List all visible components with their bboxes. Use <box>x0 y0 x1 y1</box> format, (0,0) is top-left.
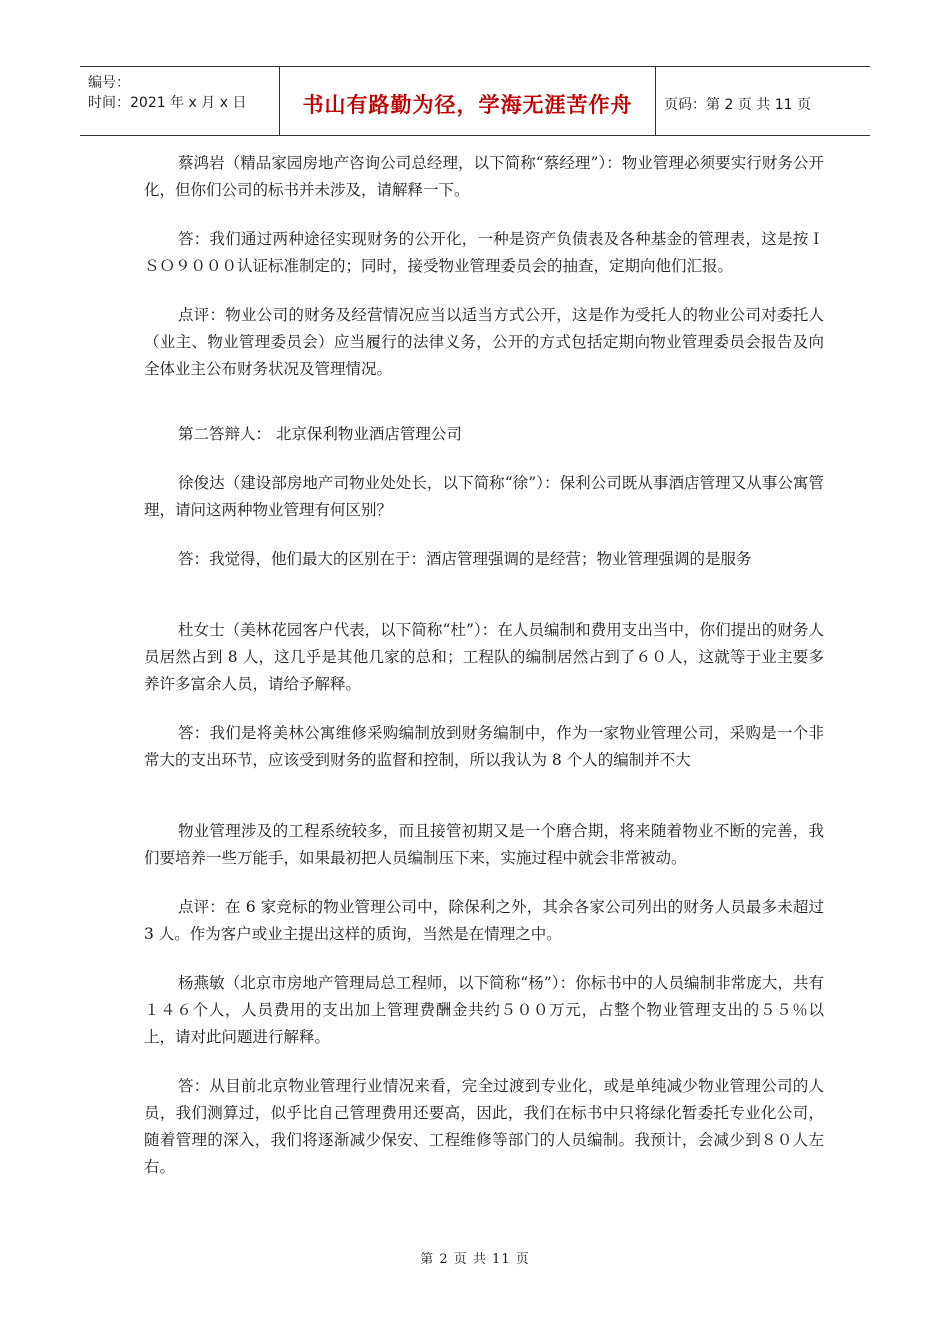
paragraph-answer-3: 答：我们是将美林公寓维修采购编制放到财务编制中，作为一家物业管理公司，采购是一个非常大的支出环节，应该受到财务的监督和控制，所以我认为 8 个人的编制并不大 <box>144 724 824 769</box>
paragraph-question-yang: 杨燕敏（北京市房地产管理局总工程师，以下简称“杨”）：你标书中的人员编制非常庞大，共有１４６个人，人员费用的支出加上管理费酬金共约５００万元，占整个物业管理支出的５５％以上，请对此问题进行解释。 <box>144 974 824 1046</box>
paragraph-question-xu: 徐俊达（建设部房地产司物业处处长，以下简称“徐”）：保利公司既从事酒店管理又从事公寓管理，请问这两种物业管理有何区别？ <box>144 474 824 519</box>
paragraph-answer-1: 答：我们通过两种途径实现财务的公开化，一种是资产负债表及各种基金的管理表，这是按ＩＳＯ９０００认证标准制定的；同时，接受物业管理委员会的抽查，定期向他们汇报。 <box>144 230 824 275</box>
time-label: 时间：2021 年 x 月 x 日 <box>88 95 247 111</box>
document-body <box>144 150 824 1203</box>
paragraph-comment-2: 点评：在 6 家竞标的物业管理公司中，除保利之外，其余各家公司列出的财务人员最多未超过 3 人。作为客户或业主提出这样的质询，当然是在情理之中。 <box>144 898 824 943</box>
paragraph-question-du: 杜女士（美林花园客户代表，以下简称“杜”）：在人员编制和费用支出当中，你们提出的财务人员居然占到 8 人，这几乎是其他几家的总和；工程队的编制居然占到了６０人，这就等于业主要多养许多富余人员，请给予解释。 <box>144 621 824 693</box>
paragraph-question-cai: 蔡鸿岩（精品家园房地产咨询公司总经理，以下简称“蔡经理”）：物业管理必须要实行财务公开化，但你们公司的标书并未涉及，请解释一下。 <box>144 154 824 199</box>
header-motto: 书山有路勤为径，学海无涯苦作舟 <box>280 67 656 135</box>
paragraph-answer-4: 答：从目前北京物业管理行业情况来看，完全过渡到专业化，或是单纯减少物业管理公司的人员，我们测算过，似乎比自己管理费用还要高，因此，我们在标书中只将绿化暂委托专业化公司，随着管理的深入，我们将逐渐减少保安、工程维修等部门的人员编制。我预计，会减少到８０人左右。 <box>144 1077 824 1176</box>
header-page-label: 页码：第 2 页 共 11 页 <box>664 97 811 113</box>
paragraph-answer-3-continued: 物业管理涉及的工程系统较多，而且接管初期又是一个磨合期，将来随着物业不断的完善，我们要培养一些万能手，如果最初把人员编制压下来，实施过程中就会非常被动。 <box>144 822 824 867</box>
code-label: 编号： <box>88 75 130 91</box>
paragraph-comment-1: 点评：物业公司的财务及经营情况应当以适当方式公开，这是作为受托人的物业公司对委托人（业主、物业管理委员会）应当履行的法律义务，公开的方式包括定期向物业管理委员会报告及向全体业主公布财务状况及管理情况。 <box>144 306 824 378</box>
header-meta <box>80 67 280 135</box>
section-heading-second-respondent: 第二答辩人： 北京保利物业酒店管理公司 <box>178 425 462 443</box>
page-footer: 第 2 页 共 11 页 <box>420 1252 530 1267</box>
page-header <box>80 66 870 136</box>
paragraph-answer-2: 答：我觉得，他们最大的区别在于：酒店管理强调的是经营；物业管理强调的是服务 <box>178 550 752 568</box>
